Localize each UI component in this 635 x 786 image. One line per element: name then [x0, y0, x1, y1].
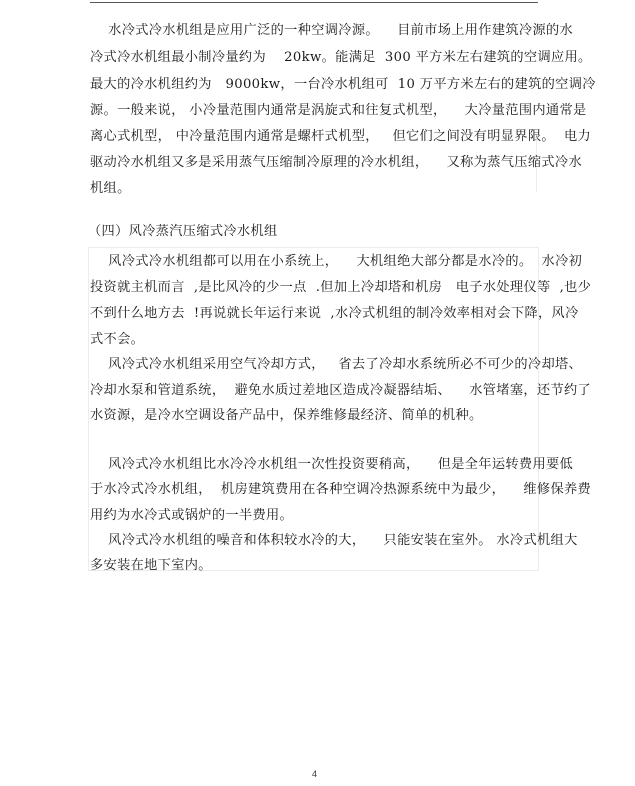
- paragraph-line: 风冷式冷水机组采用空气冷却方式， 省去了冷却水系统所必不可少的冷却塔、: [90, 357, 583, 372]
- paragraph-line: 最大的冷水机组约为 9000kw，一台冷水机组可 10 万平方米左右的建筑的空调冷: [90, 77, 596, 92]
- paragraph-line: 式不会。: [90, 332, 145, 347]
- paragraph-line: 驱动冷水机组又多是采用蒸气压缩制冷原理的冷水机组， 又称为蒸气压缩式冷水: [90, 155, 582, 170]
- paragraph-line: 水资源，是冷水空调设备产品中，保养维修最经济、简单的机种。: [90, 408, 483, 423]
- paragraph-line: 风冷式冷水机组都可以用在小系统上， 大机组绝大部分都是水冷的。 水冷初: [90, 254, 583, 269]
- paragraph-line: 不到什么地方去 !再说就长年运行来说 ,水冷式机组的制冷效率相对会下降，风冷: [90, 306, 579, 321]
- page-number: 4: [312, 769, 318, 779]
- paragraph-line: 机组。: [90, 181, 131, 196]
- paragraph-line: 风冷式冷水机组比水冷冷水机组一次性投资要稍高， 但是全年运转费用要低: [90, 457, 574, 472]
- paragraph-line: 水冷式冷水机组是应用广泛的一种空调冷源。 目前市场上用作建筑冷源的水: [90, 23, 574, 38]
- paragraph-line: 冷式冷水机组最小制冷量约为 20kw。能满足 300 平方米左右建筑的空调应用。: [90, 50, 592, 65]
- top-rule: [90, 2, 538, 3]
- paragraph-line: 风冷式冷水机组的噪音和体积较水冷的大， 只能安装在室外。 水冷式机组大: [90, 533, 578, 548]
- paragraph-line: 多安装在地下室内。: [90, 558, 212, 573]
- paragraph-line: 于水冷式冷水机组， 机房建筑费用在各种空调冷热源系统中为最少， 维修保养费: [90, 482, 592, 497]
- paragraph-line: 用约为水冷式或锅炉的一半费用。: [90, 508, 294, 523]
- paragraph-line: 冷却水泵和管道系统， 避免水质过差地区造成冷凝器结垢、 水管堵塞，还节约了: [90, 383, 592, 398]
- section-heading: （四）风冷蒸汽压缩式冷水机组: [88, 224, 278, 239]
- paragraph-line: 源。一般来说， 小冷量范围内通常是涡旋式和往复式机型， 大冷量范围内通常是: [90, 103, 587, 118]
- paragraph-line: 投资就主机而言 ,是比风冷的少一点 .但加上冷却塔和机房 电子水处理仪等 ,也少: [90, 280, 592, 295]
- paragraph-line: 离心式机型， 中冷量范围内通常是螺杆式机型， 但它们之间没有明显界限。 电力: [90, 129, 592, 144]
